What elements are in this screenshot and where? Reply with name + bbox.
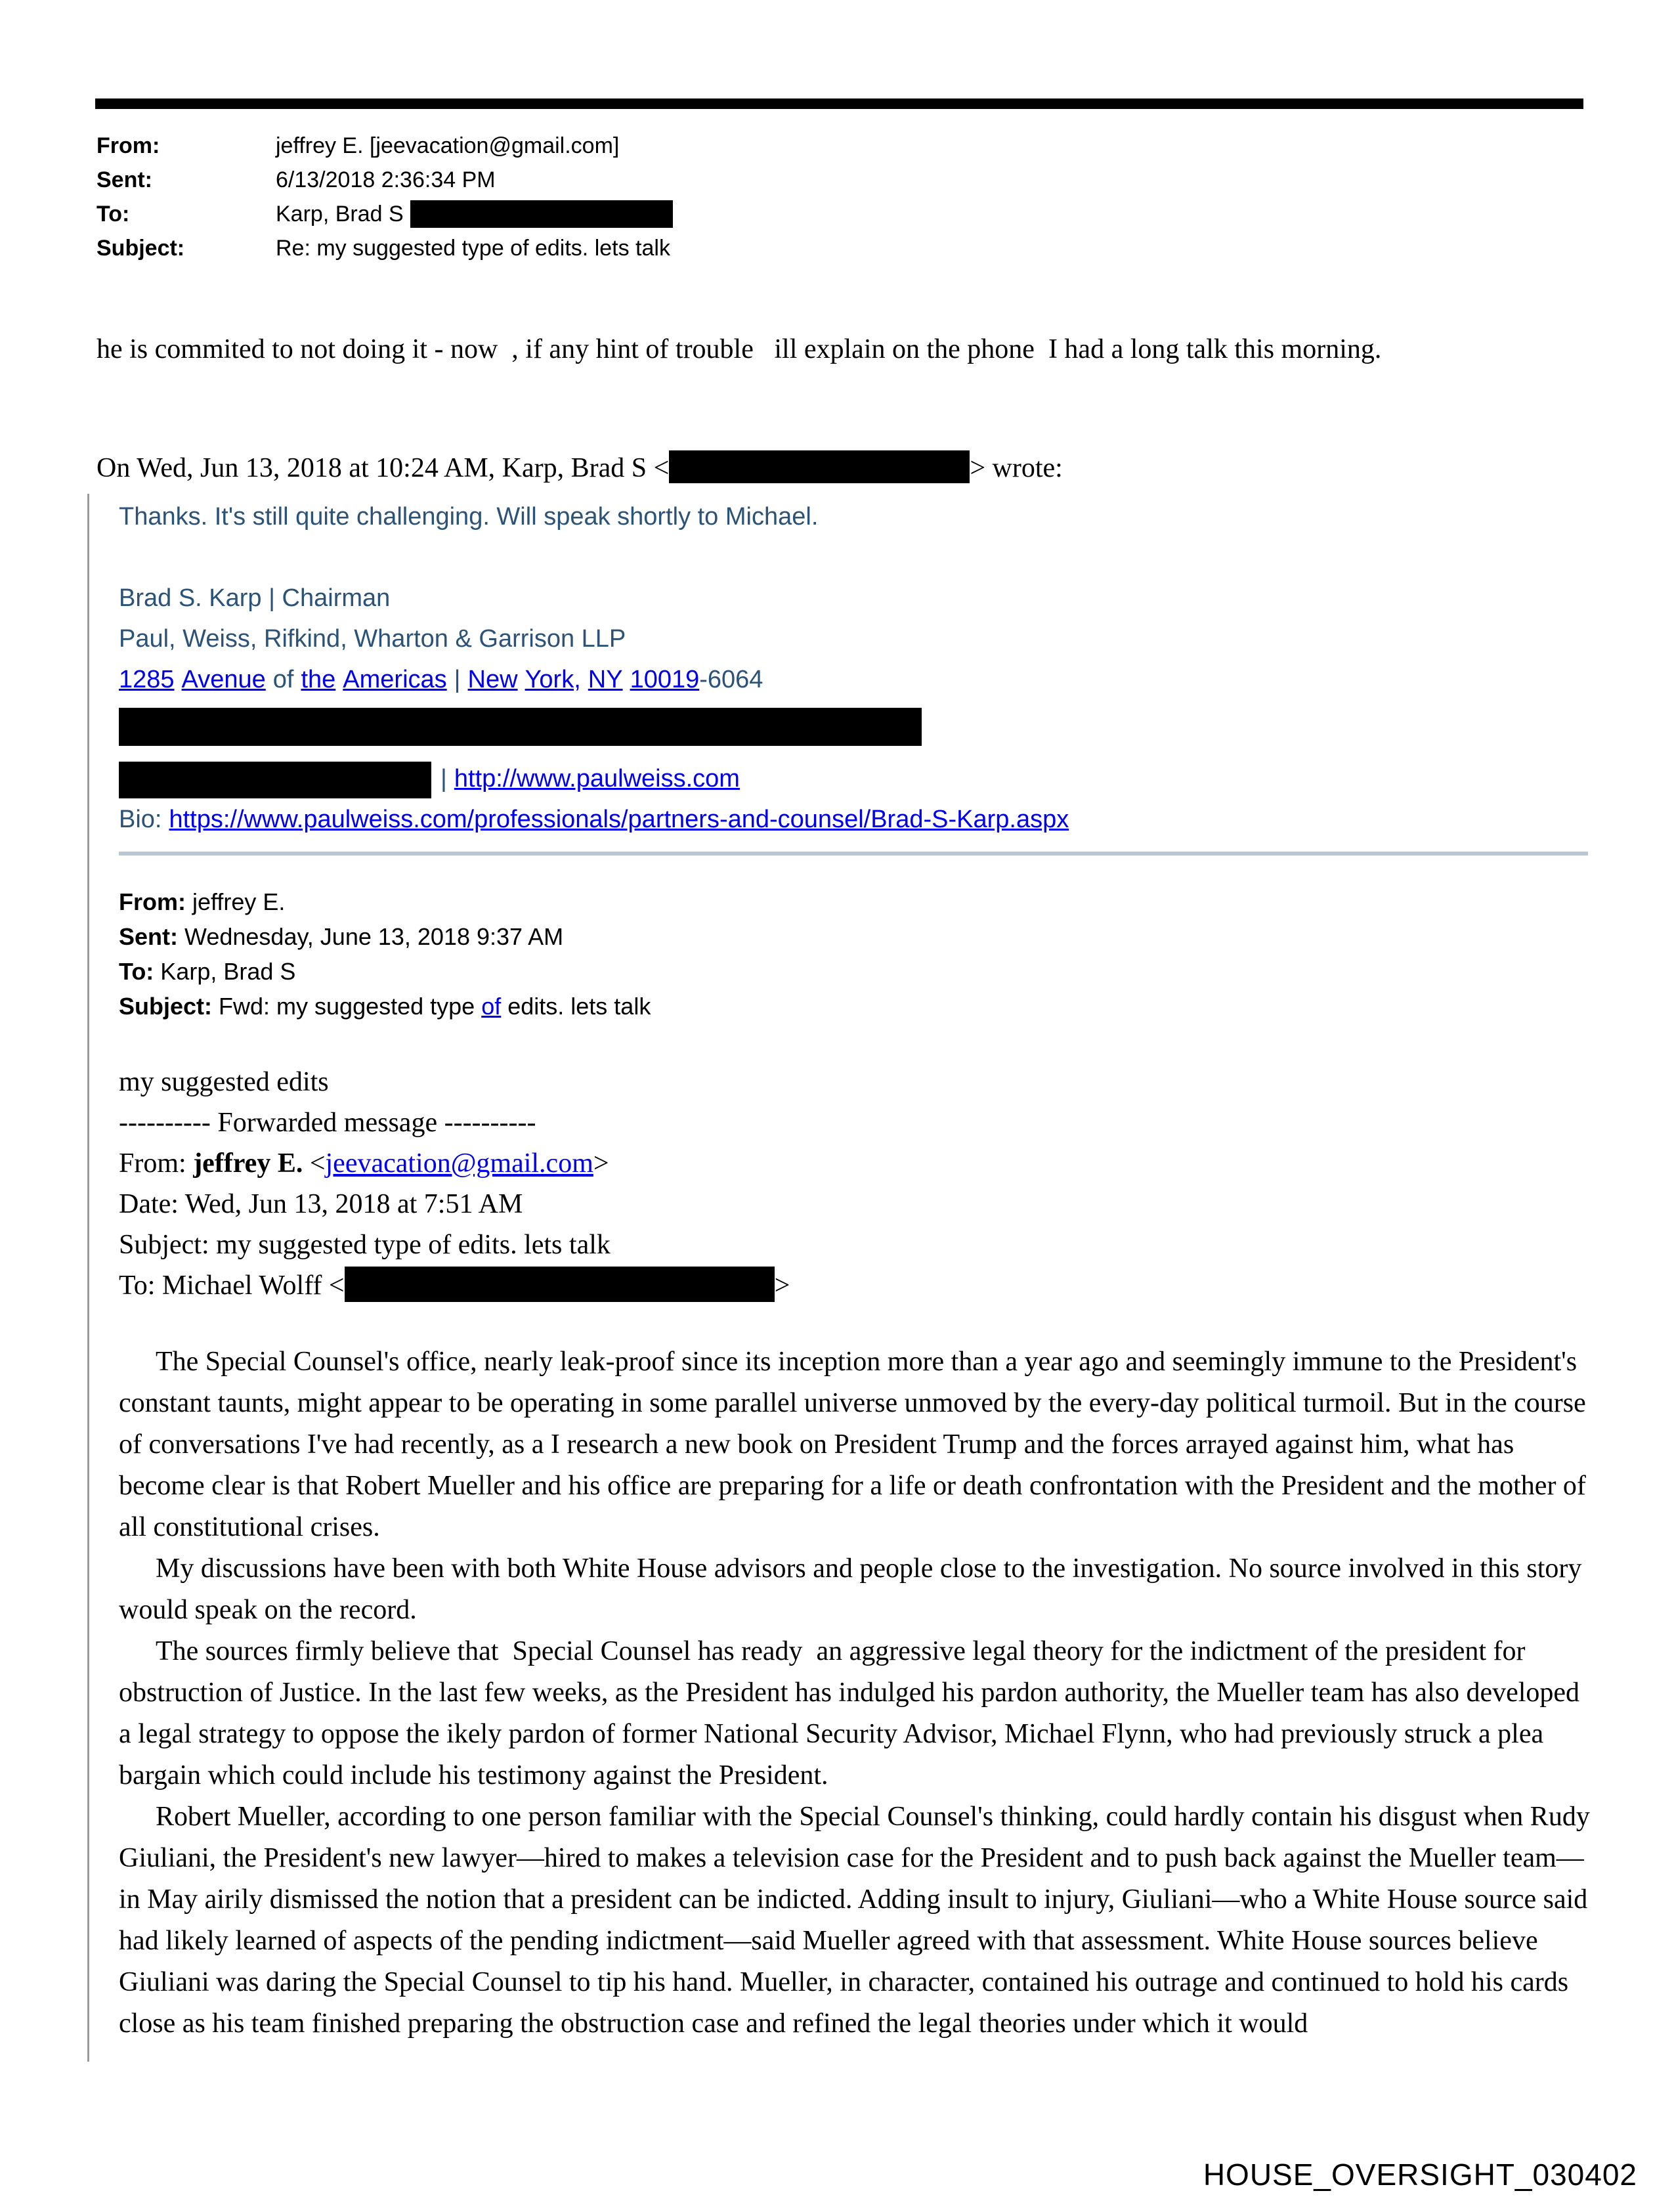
article-paragraph-4: Robert Mueller, according to one person familiar with the Special Counsel's thinking, could hardly contain his disgust when Rudy Giuliani, the President's new lawyer—hired to makes a television case for the President and to push back against the Mueller team—in May airily dismissed the notion that a president can be indicted. Adding insult to injury, Giuliani—who a White House source said had likely learned of aspects of the pending indictment—said Mueller agreed with that assessment. White House sources believe Giuliani was daring the Special Counsel to tip his hand. Mueller, in character, contained his outrage and continued to hold his cards close as his team finished preparing the obstruction case and refined the legal theories under which it would (119, 1802, 1597, 2039)
article-paragraph-2: My discussions have been with both White House advisors and people close to the investigation. No source involved in this story would speak on the record. (119, 1553, 1589, 1625)
header-row-to (97, 197, 673, 231)
signature-name-title: Brad S. Karp | Chairman (119, 584, 391, 612)
address-link-avenue[interactable]: Avenue (181, 666, 266, 693)
signature-bio-line (119, 799, 1592, 840)
address-link-new[interactable]: New (467, 666, 518, 693)
address-link-zip[interactable]: 10019 (630, 666, 700, 693)
address-link-1285[interactable]: 1285 (119, 666, 175, 693)
forward-from-gt: > (593, 1148, 609, 1179)
forward-from-email-link[interactable]: jeevacation@gmail.com (325, 1148, 593, 1179)
from-value: jeffrey E. [jeevacation@gmail.com] (276, 133, 620, 158)
inner-sent-label: Sent: (119, 923, 178, 950)
redaction-box-wolff-email (345, 1267, 775, 1302)
address-pipe: | (454, 666, 461, 693)
forward-from-label: From: (119, 1148, 194, 1179)
redaction-box-signature-phone (119, 762, 431, 798)
from-label: From: (97, 133, 160, 158)
sent-value: 6/13/2018 2:36:34 PM (276, 167, 496, 192)
forwarded-message-separator: ---------- Forwarded message ---------- (119, 1108, 536, 1138)
inner-subject-pre: Fwd: my suggested type (212, 993, 482, 1020)
inner-subject-label: Subject: (119, 993, 213, 1020)
inner-subject-of-link[interactable]: of (481, 993, 502, 1020)
header-row-sent (97, 163, 673, 197)
address-link-ny[interactable]: NY (588, 666, 623, 693)
bio-link[interactable]: https://www.paulweiss.com/professionals/partners-and-counsel/Brad-S-Karp.aspx (169, 806, 1069, 833)
to-label: To: (97, 202, 130, 227)
quote-attribution-line (97, 448, 1063, 489)
sent-label: Sent: (97, 167, 152, 192)
subject-value: Re: my suggested type of edits. lets talk (276, 236, 670, 261)
email-header (97, 129, 673, 265)
subject-label: Subject: (97, 236, 185, 261)
forwarded-message-block (119, 1062, 1592, 1306)
inner-email-header (119, 884, 1592, 1024)
inner-subject-post: edits. lets talk (501, 993, 651, 1020)
redaction-box-karp-email (669, 450, 970, 483)
reply-text: Thanks. It's still quite challenging. Will speak shortly to Michael. (119, 503, 819, 531)
web-line-pipe: | (440, 765, 447, 792)
section-divider (119, 852, 1588, 856)
address-link-the[interactable]: the (301, 666, 336, 693)
to-value: Karp, Brad S (276, 202, 404, 227)
forward-to-suffix: > (774, 1270, 790, 1301)
address-zip-suffix: -6064 (699, 666, 763, 693)
article-paragraph-3: The sources firmly believe that Special Counsel has ready an aggressive legal theory for the indictment of the president for obstruction of Justice. In the last few weeks, as the President has indulged his pardon authority, the Mueller team has also developed a legal strategy to oppose the ikely pardon of former National Security Advisor, Michael Flynn, who had previously struck a plea bargain which could include his testimony against the President. (119, 1636, 1587, 1790)
redaction-box-to-address (410, 200, 673, 228)
forward-from-lt: < (303, 1148, 326, 1179)
inner-to-label: To: (119, 958, 154, 985)
quote-attribution-prefix: On Wed, Jun 13, 2018 at 10:24 AM, Karp, Brad S < (97, 453, 670, 483)
forward-intro: my suggested edits (119, 1067, 329, 1097)
quoted-message-block (87, 494, 1597, 2062)
address-word-of: of (272, 666, 294, 693)
address-link-americas[interactable]: Americas (343, 666, 447, 693)
bio-label: Bio: (119, 806, 162, 833)
bates-number: HOUSE_OVERSIGHT_030402 (1203, 2158, 1637, 2192)
top-divider-rule (95, 98, 1583, 109)
signature-firm: Paul, Weiss, Rifkind, Wharton & Garrison LLP (119, 625, 626, 653)
article-body (119, 1341, 1597, 2045)
forward-to-prefix: To: Michael Wolff < (119, 1270, 345, 1301)
forward-date-line: Date: Wed, Jun 13, 2018 at 7:51 AM (119, 1189, 523, 1219)
inner-header-from (119, 884, 1592, 919)
lead-paragraph: he is commited to not doing it - now , if any hint of trouble ill explain on the phone I had a long talk this morning. (97, 334, 1382, 364)
redaction-box-signature-contact (119, 708, 922, 746)
article-paragraph-1: The Special Counsel's office, nearly leak-proof since its inception more than a year ago and seemingly immune to the President's constant taunts, might appear to be operating in some parallel universe unmoved by the every-day political turmoil. But in the course of conversations I've had recently, as a I research a new book on President Trump and the forces arrayed against him, what has become clear is that Robert Mueller and his office are preparing for a life or death confrontation with the President and the mother of all constitutional crises. (119, 1347, 1593, 1542)
inner-from-label: From: (119, 888, 186, 915)
inner-sent-value: Wednesday, June 13, 2018 9:37 AM (178, 923, 564, 950)
forward-subject-line: Subject: my suggested type of edits. lets talk (119, 1230, 611, 1260)
inner-header-subject (119, 989, 1592, 1024)
signature-web-line (119, 758, 1592, 799)
inner-header-to (119, 954, 1592, 989)
quote-attribution-suffix: > wrote: (970, 453, 1063, 483)
paulweiss-link[interactable]: http://www.paulweiss.com (454, 765, 740, 792)
inner-to-value: Karp, Brad S (154, 958, 296, 985)
header-row-from (97, 129, 673, 163)
header-row-subject (97, 231, 673, 265)
forward-to-line (119, 1265, 1592, 1306)
address-link-york[interactable]: York, (525, 666, 581, 693)
forward-from-line (119, 1143, 1592, 1184)
inner-from-value: jeffrey E. (186, 888, 286, 915)
signature-address-line (119, 659, 1592, 700)
signature-block (119, 578, 1592, 840)
inner-header-sent (119, 919, 1592, 954)
forward-from-name: jeffrey E. (193, 1148, 303, 1179)
